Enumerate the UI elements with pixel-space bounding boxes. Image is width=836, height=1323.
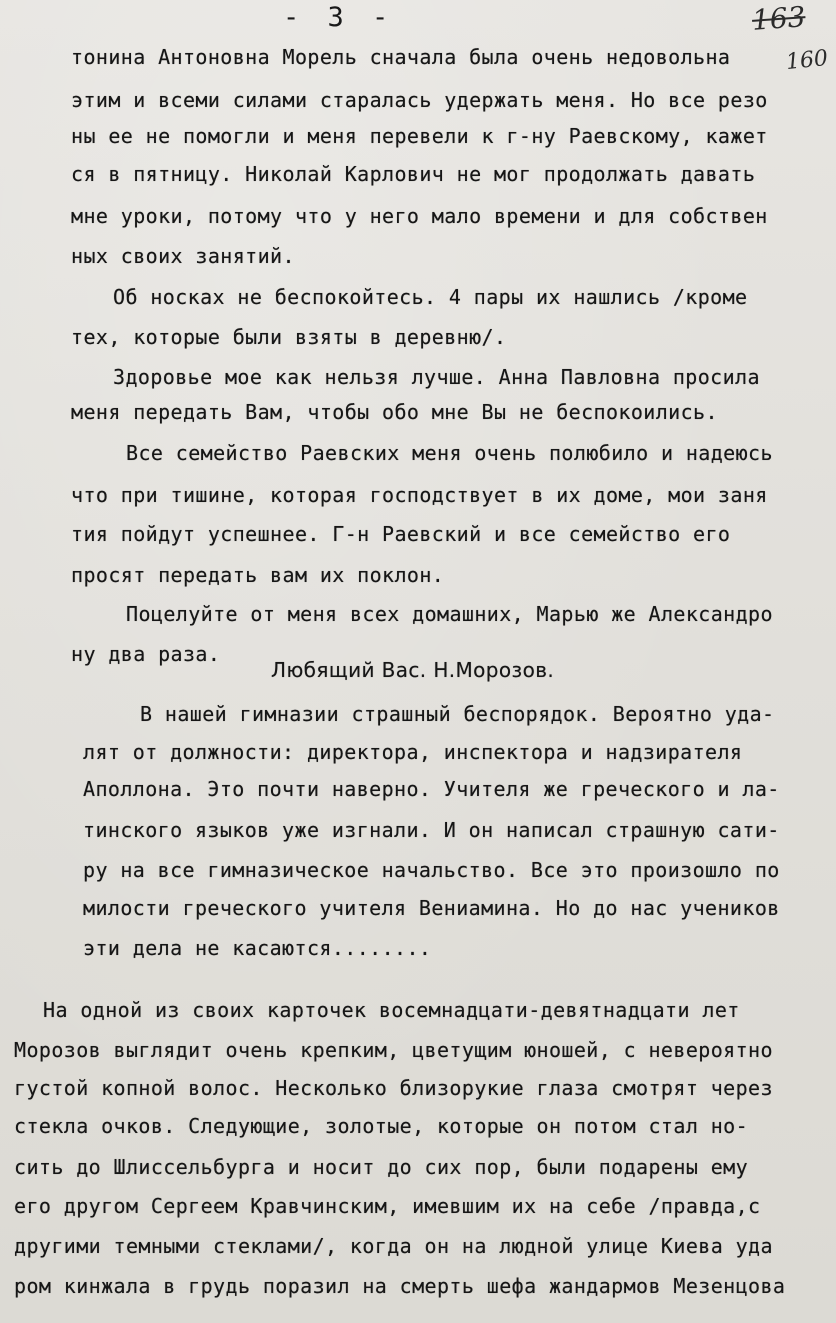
narrative-line: его другом Сергеем Кравчинским, имевшим их на себе /правда,с [14,1194,761,1218]
narrative-line: ром кинжала в грудь поразил на смерть шефа жандармов Мезенцова [14,1274,786,1298]
letter-line: Об носках не беспокойтесь. 4 пары их нашлись /кроме [113,285,748,309]
letter-line: тех, которые были взяты в деревню/. [71,325,507,349]
archive-number-corrected: 160 [784,45,830,76]
narrative-line: сить до Шлиссельбурга и носит до сих пор, были подарены ему [14,1155,749,1179]
signature: Любящий Вас. Н.Морозов. [271,658,555,682]
letter-line: меня передать Вам, чтобы обо мне Вы не беспокоились. [71,400,718,424]
letter-line: ся в пятницу. Николай Карлович не мог продолжать давать [71,162,756,186]
letter-line: этим и всеми силами старалась удержать меня. Но все резо [71,88,768,112]
postscript-line: эти дела не касаются........ [83,936,432,960]
letter-line: Поцелуйте от меня всех домашних, Марью же Александро [126,602,773,626]
letter-line: ных своих занятий. [71,244,295,268]
letter-line: ну два раза. [71,642,221,666]
narrative-line: стекла очков. Следующие, золотые, которые он потом стал но- [14,1114,749,1138]
narrative-line: другими темными стеклами/, когда он на людной улице Киева уда [14,1234,773,1258]
letter-line: тия пойдут успешнее. Г-н Раевский и все семейство его [71,522,731,546]
letter-line: просят передать вам их поклон. [71,563,445,587]
postscript-line: В нашей гимназии страшный беспорядок. Вероятно уда- [140,702,775,726]
postscript-line: лят от должности: директора, инспектора и надзирателя [83,740,743,764]
letter-line: ны ее не помогли и меня перевели к г-ну Раевскому, кажет [71,124,768,148]
narrative-line: На одной из своих карточек восемнадцати-девятнадцати лет [43,998,740,1022]
postscript-line: Аполлона. Это почти наверно. Учителя же греческого и ла- [83,777,780,801]
narrative-line: густой копной волос. Несколько близорукие глаза смотрят через [14,1076,773,1100]
letter-line: мне уроки, потому что у него мало времени и для собствен [71,204,768,228]
letter-line: что при тишине, которая господствует в их доме, мои заня [71,483,768,507]
archive-number-handwritten: 163 [750,0,807,37]
narrative-line: Морозов выглядит очень крепким, цветущим юношей, с невероятно [14,1038,773,1062]
postscript-line: тинского языков уже изгнали. И он написал страшную сати- [83,818,780,842]
postscript-line: милости греческого учителя Вениамина. Но до нас учеников [83,896,780,920]
letter-line: тонина Антоновна Морель сначала была очень недовольна [71,45,731,69]
letter-line: Здоровье мое как нельзя лучше. Анна Павловна просила [113,365,760,389]
page-number: - 3 - [283,2,395,33]
postscript-line: ру на все гимназическое начальство. Все это произошло по [83,858,780,882]
letter-line: Все семейство Раевских меня очень полюбило и надеюсь [126,441,773,465]
